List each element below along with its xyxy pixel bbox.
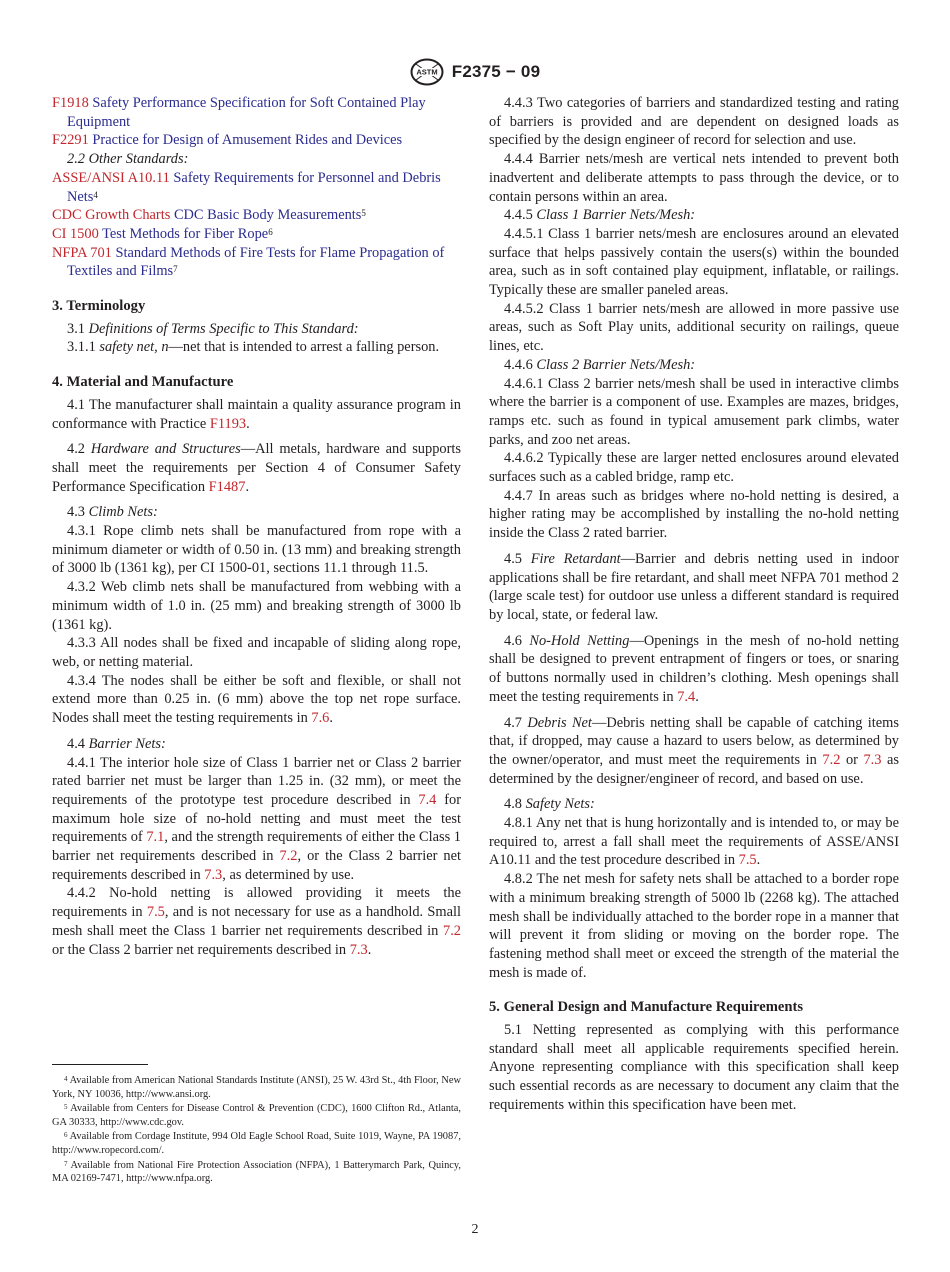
cross-reference-link[interactable]: 7.3 — [204, 866, 223, 883]
reference-item — [52, 244, 461, 281]
cross-reference-link[interactable]: 7.5 — [146, 904, 165, 921]
cross-reference-link[interactable]: 7.5 — [738, 852, 757, 869]
page-header — [0, 58, 950, 91]
cross-reference-link[interactable]: 7.2 — [443, 922, 461, 939]
paragraph: 4.1 The manufacturer shall maintain a quality assurance program in conformance with Practice F1193. — [52, 396, 461, 432]
paragraph: 4.4.7 In areas such as bridges where no-hold netting is desired, a higher rating may be accomplished by installing the no-hold netting inside the Class 2 rated barrier. — [489, 487, 899, 542]
reference-title[interactable]: Practice for Design of Amusement Rides and Devices — [92, 132, 403, 149]
left-column — [52, 94, 461, 959]
reference-code[interactable]: ASSE/ANSI A10.11 — [52, 169, 170, 186]
cross-reference-link[interactable]: F1487 — [208, 478, 246, 495]
paragraph: 4.4.4 Barrier nets/mesh are vertical nets intended to prevent both inadvertent and deliberate attempts to pass through the device, or to contain persons within an area. — [489, 151, 899, 205]
cross-reference-link[interactable]: 7.3 — [349, 941, 368, 958]
footnote: $^5$ Available from Centers for Disease Control & Prevention (CDC), 1600 Clifton Rd., Atlanta, GA 30333, http://www.cdc.gov. — [52, 1103, 461, 1128]
cross-reference-link[interactable]: 7.4 — [418, 791, 437, 808]
paragraph: 4.8.1 Any net that is hung horizontally and is intended to, or may be required to, arrest a fall shall meet the requirements of ASSE/ANSI A10.11 and the test procedure described in 7.5. — [489, 815, 899, 869]
footnote: $^4$ Available from American National Standards Institute (ANSI), 25 W. 43rd St., 4th Floor, New York, NY 10036, http://www.ansi.org. — [52, 1075, 461, 1100]
paragraph: 4.4.6.1 Class 2 barrier nets/mesh shall be used in interactive climbs where the barrier is a component of use. Examples are mazes, bridges, ramps etc. such as found in typical amusement park climbs, water parks, and zoo net areas. — [489, 375, 899, 448]
paragraph: 5.1 Netting represented as complying with this performance standard shall meet all applicable requirements specified herein. Anyone representing compliance with this specification shall keep such essential records as are necessary to document any claim that the requirements within this specification have been met. — [489, 1022, 899, 1113]
paragraph: 4.3.2 Web climb nets shall be manufactured from webbing with a minimum width of 1.0 in. (25 mm) and breaking strength of 3000 lb (1361 kg). — [52, 579, 461, 633]
reference-item — [52, 169, 461, 206]
footnote: $^6$ Available from Cordage Institute, 994 Old Eagle School Road, Suite 1019, Wayne, PA 19087, http://www.ropecord.com/. — [52, 1131, 461, 1156]
reference-item — [52, 94, 461, 131]
footnote-marker[interactable]: 6 — [268, 226, 273, 237]
footnote-marker[interactable]: 5 — [361, 208, 366, 219]
reference-item — [52, 225, 461, 244]
paragraph: 4.3 Climb Nets: — [67, 504, 158, 521]
cross-reference-link[interactable]: 7.2 — [279, 848, 298, 865]
paragraph: 4.7 Debris Net—Debris netting shall be capable of catching items that, if dropped, may cause a hazard to users below, as determined by the owner/operator, and must meet the requirements in 7.2 or 7.3 as determined by the designer/engineer of record, and based on use. — [489, 714, 899, 787]
page-number: 2 — [471, 1222, 479, 1237]
section-heading: 4. Material and Manufacture — [52, 374, 234, 391]
paragraph: 4.4.5.1 Class 1 barrier nets/mesh are enclosures around an elevated surface that helps passively contain the users(s) within the bounded area, such as in soft contained play equipment, inflatable, or railings. Typically these are smaller paneled areas. — [489, 225, 899, 299]
right-column — [489, 94, 899, 1115]
paragraph: 4.4.6 Class 2 Barrier Nets/Mesh: — [504, 356, 696, 373]
cross-reference-link[interactable]: 7.2 — [822, 751, 841, 768]
cross-reference-link[interactable]: F1193 — [209, 415, 247, 432]
paragraph: 4.4.2 No-hold netting is allowed providing it meets the requirements in 7.5, and is not necessary for use as a handhold. Small mesh shall meet the Class 1 barrier net requirements described in 7.2 or the Class 2 barrier net requirements described in 7.3. — [52, 885, 461, 958]
reference-item — [52, 206, 461, 225]
reference-title[interactable]: Standard Methods of Fire Tests for Flame Propagation of Textiles and Films — [67, 244, 445, 280]
paragraph: 4.8.2 The net mesh for safety nets shall be attached to a border rope with a minimum breaking strength of 5000 lb (2268 kg). The attached mesh shall be individually attached to the border rope in a manner that will prevent it from sliding or moving on the border rope. The fastening method shall meet or exceed the strength of the material the mesh is made of. — [489, 871, 899, 981]
section-heading: 3. Terminology — [52, 298, 146, 315]
reference-title[interactable]: Test Methods for Fiber Rope — [102, 225, 269, 242]
reference-code[interactable]: CDC Growth Charts — [52, 207, 171, 224]
footnote-divider — [52, 1064, 148, 1065]
paragraph: 4.3.1 Rope climb nets shall be manufactured from rope with a minimum diameter or width of 0.50 in. (13 mm) and breaking strength of 3000 lb (1361 kg), per CI 1500-01, sections 11.1 through 11.5. — [52, 523, 461, 577]
paragraph: 4.8 Safety Nets: — [504, 796, 595, 813]
paragraph: 4.3.3 All nodes shall be fixed and incapable of sliding along rope, web, or netting material. — [52, 635, 461, 670]
reference-code[interactable]: F2291 — [52, 132, 89, 149]
footnote: $^7$ Available from National Fire Protection Association (NFPA), 1 Batterymarch Park, Quincy, MA 02169-7471, http://www.nfpa.org. — [52, 1159, 462, 1185]
footnote-marker[interactable]: 4 — [93, 189, 98, 200]
cross-reference-link[interactable]: 7.1 — [146, 829, 165, 846]
cross-reference-link[interactable]: 7.6 — [311, 710, 330, 727]
footnote-marker[interactable]: 7 — [173, 264, 178, 275]
cross-reference-link[interactable]: 7.3 — [863, 751, 882, 768]
reference-code[interactable]: F1918 — [52, 95, 89, 111]
astm-logo-icon — [410, 58, 444, 86]
paragraph: 3.1 Definitions of Terms Specific to This Standard: — [67, 320, 359, 337]
paragraph: 4.6 No-Hold Netting—Openings in the mesh of no-hold netting shall be designed to prevent entrapment of fingers or toes, or snaring of buttons normally used in children’s clothing. Mesh openings shall meet the testing requirements in 7.4. — [489, 632, 899, 705]
footnotes — [52, 1074, 461, 1187]
reference-item — [52, 131, 461, 150]
paragraph: 4.2 Hardware and Structures—All metals, hardware and supports shall meet the requirements per Section 4 of Consumer Safety Performance Specification F1487. — [52, 441, 461, 495]
paragraph: 3.1.1 safety net, n—net that is intended to arrest a falling person. — [67, 339, 440, 356]
section-heading: 5. General Design and Manufacture Requirements — [489, 999, 804, 1016]
reference-code[interactable]: CI 1500 — [52, 225, 99, 242]
reference-title[interactable]: Safety Performance Specification for Soft Contained Play Equipment — [67, 95, 426, 130]
svg-text:ASTM: ASTM — [416, 67, 438, 77]
paragraph: 4.4.5.2 Class 1 barrier nets/mesh are allowed in more passive use areas, such as Soft Play units, additional security on railings, queue lines, etc. — [489, 300, 899, 355]
paragraph: 4.3.4 The nodes shall be either be soft and flexible, or shall not extend more than 0.25 in. (6 mm) above the top net rope surface. Nodes shall meet the testing requirements in 7.6. — [52, 672, 461, 727]
paragraph: 4.4.5 Class 1 Barrier Nets/Mesh: — [504, 207, 696, 224]
paragraph: 4.4.3 Two categories of barriers and standardized testing and rating of barriers is provided and are dependent on designed loads as specified by the design engineer of record for selection and use. — [489, 95, 899, 149]
paragraph: 4.5 Fire Retardant—Barrier and debris netting used in indoor applications shall be fire retardant, and shall meet NFPA 701 method 2 (large scale test) for outdoor use unless a different standard is required by local, state, or federal law. — [489, 550, 899, 623]
paragraph: 4.4.1 The interior hole size of Class 1 barrier net or Class 2 barrier rated barrier net must be larger than 1.25 in. (32 mm), or meet the requirements of the prototype test procedure described in 7.4 for maximum hole size of no-hold netting and must meet the test requirements of 7.1, and the strength requirements of either the Class 1 barrier net requirements described in 7.2, or the Class 2 barrier net requirements described in 7.3, as determined by use. — [52, 754, 461, 883]
reference-title[interactable]: CDC Basic Body Measurements — [173, 207, 362, 224]
paragraph: 4.4 Barrier Nets: — [67, 735, 166, 752]
cross-reference-link[interactable]: 7.4 — [677, 688, 696, 705]
designation: F2375 − 09 — [451, 62, 541, 81]
other-standards-heading: 2.2 Other Standards: — [67, 151, 189, 168]
paragraph: 4.4.6.2 Typically these are larger netted enclosures around elevated surfaces such as a cabled bridge, ramp etc. — [489, 450, 899, 486]
reference-code[interactable]: NFPA 701 — [52, 244, 112, 261]
reference-title[interactable]: Safety Requirements for Personnel and Debris Nets — [67, 169, 441, 205]
